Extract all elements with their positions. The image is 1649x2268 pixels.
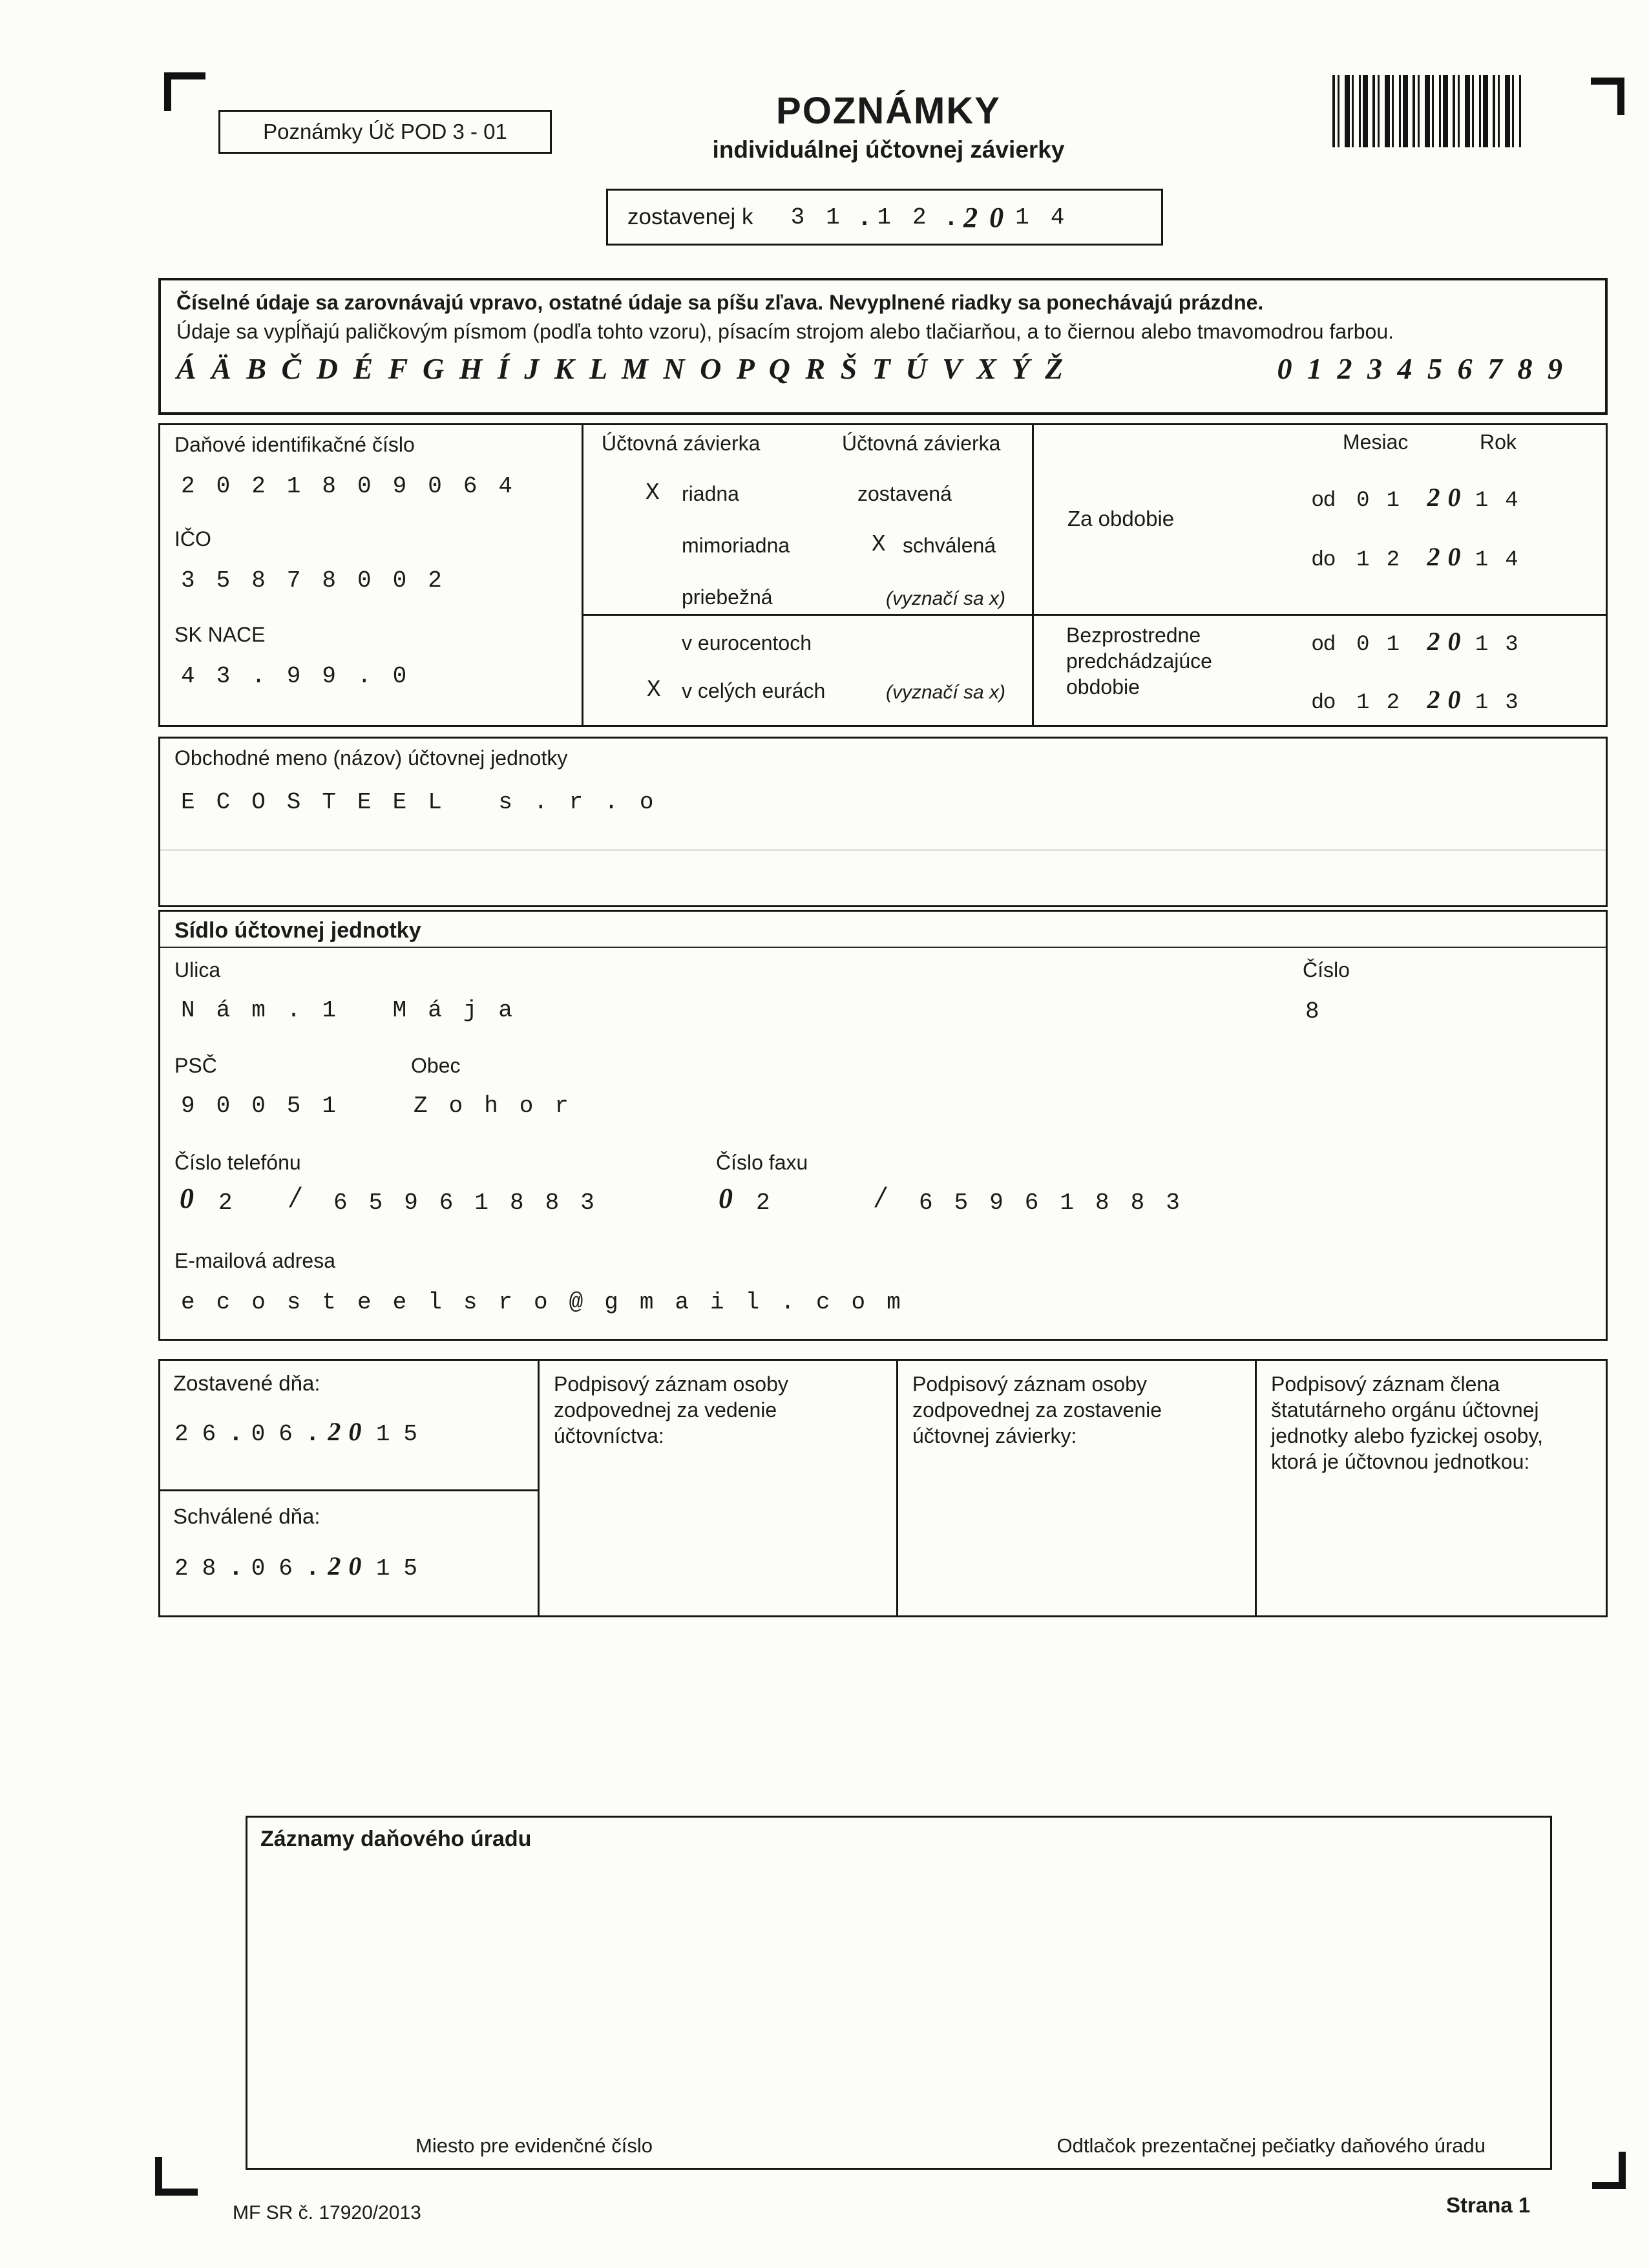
compiled-on-day-field[interactable]: 26 xyxy=(174,1421,230,1447)
barcode xyxy=(1332,75,1521,147)
do-label: do xyxy=(1312,546,1336,570)
compiled-year-value: 14 xyxy=(1015,204,1086,231)
dates-column xyxy=(160,1361,540,1615)
eurocent-label: v eurocentoch xyxy=(682,631,812,655)
riadna-label: riadna xyxy=(682,482,739,505)
current-od-month-field[interactable]: 01 xyxy=(1356,488,1416,513)
form-code-box xyxy=(218,110,552,154)
dot-separator: . xyxy=(232,1419,240,1446)
mimoriadna-label: mimoriadna xyxy=(682,534,790,557)
whole-euros-checkbox-mark[interactable]: X xyxy=(647,677,661,703)
signature-bookkeeping-cell: Podpisový záznam osoby zodpovednej za vedenie účtovníctva: xyxy=(540,1361,898,1615)
instructions-box xyxy=(158,278,1608,415)
dot-separator: . xyxy=(947,203,955,231)
registration-number-note: Miesto pre evidenčné číslo xyxy=(415,2134,653,2157)
current-period-section xyxy=(1034,425,1606,614)
compiled-on-month-field[interactable]: 06 xyxy=(251,1421,306,1447)
schvalena-label: schválená xyxy=(903,534,996,557)
compiled-on-year-field[interactable]: 15 xyxy=(375,1421,432,1447)
tax-office-header: Záznamy daňového úradu xyxy=(260,1827,532,1851)
zavierka-header-left: Účtovná závierka xyxy=(602,432,761,455)
signature-statements-cell: Podpisový záznam osoby zodpovednej za zostavenie účtovnej závierky: xyxy=(898,1361,1257,1615)
sknace-value-field[interactable]: 43.99.0 xyxy=(181,663,428,689)
zavierka-header-right: Účtovná závierka xyxy=(842,432,1001,455)
previous-od-month-field[interactable]: 01 xyxy=(1356,633,1416,657)
business-name-field[interactable]: ECOSTEEL s.r.o xyxy=(181,789,675,815)
instruction-line-2: Údaje sa vypĺňajú paličkovým písmom (podľa tohto vzoru), písacím strojom alebo tlačiarňou, a to čiernou alebo tmavomodrou farbou. xyxy=(176,320,1394,343)
ico-label: IČO xyxy=(174,527,211,551)
title-block xyxy=(582,89,1195,163)
form-code: Poznámky Úč POD 3 - 01 xyxy=(263,120,507,143)
schvalena-checkbox-mark[interactable]: X xyxy=(872,531,886,558)
page-subtitle: individuálnej účtovnej závierky xyxy=(712,136,1065,163)
psc-value-field[interactable]: 90051 xyxy=(181,1093,358,1119)
registered-office-header: Sídlo účtovnej jednotky xyxy=(174,918,421,943)
obec-label: Obec xyxy=(411,1054,461,1077)
currency-section xyxy=(583,616,1034,725)
approved-on-day-field[interactable]: 28 xyxy=(174,1555,230,1582)
identification-section xyxy=(160,425,583,725)
compiled-date-label: zostavenej k xyxy=(627,204,753,229)
phone-area-field[interactable]: 2 xyxy=(218,1190,254,1216)
current-period-label: Za obdobie xyxy=(1067,507,1175,530)
previous-period-to-row xyxy=(1312,684,1535,715)
dot-separator: . xyxy=(861,203,868,231)
approved-on-cell xyxy=(160,1491,538,1615)
presentation-stamp-note: Odtlačok prezentačnej pečiatky daňového úradu xyxy=(1056,2134,1486,2157)
signature-statutory-cell: Podpisový záznam člena štatutárneho orgánu účtovnej jednotky alebo fyzickej osoby, ktorá je účtovnou jednotkou: xyxy=(1271,1372,1543,1473)
ico-value-field[interactable]: 35878002 xyxy=(181,567,463,594)
compiled-month-value: 12 xyxy=(877,204,948,231)
registered-office-section xyxy=(158,910,1608,1341)
whole-euros-label: v celých eurách xyxy=(682,679,826,702)
sample-letters: Á Ä B Č D É F G H Í J K L M N O P Q R Š T Ú V X Ý Ž xyxy=(176,352,1067,385)
phone-preprinted-zero: 0 xyxy=(180,1182,205,1214)
sample-characters-row xyxy=(176,352,1590,386)
do-label: do xyxy=(1312,689,1336,713)
dot-separator: . xyxy=(309,1419,316,1446)
registration-mark-top-left xyxy=(164,72,205,111)
priebezna-label: priebežná xyxy=(682,585,773,609)
od-label: od xyxy=(1312,631,1336,655)
fax-slash-preprinted: / xyxy=(876,1180,897,1214)
tax-office-records-section xyxy=(246,1816,1552,2170)
compiled-on-cell xyxy=(160,1361,538,1491)
current-do-month-field[interactable]: 12 xyxy=(1356,548,1416,572)
email-value-field[interactable]: ecosteelsro@gmail.com xyxy=(181,1289,922,1316)
form-document-number: MF SR č. 17920/2013 xyxy=(233,2202,421,2223)
email-label: E-mailová adresa xyxy=(174,1249,335,1272)
previous-period-label: Bezprostredne predchádzajúce obdobie xyxy=(1066,624,1212,698)
page-number: Strana 1 xyxy=(1446,2193,1531,2217)
previous-do-year-field[interactable]: 13 xyxy=(1475,691,1535,715)
street-label: Ulica xyxy=(174,958,221,982)
approved-on-year-field[interactable]: 15 xyxy=(375,1555,432,1582)
header-divider-line xyxy=(160,947,1606,948)
od-label: od xyxy=(1312,487,1336,510)
sknace-label: SK NACE xyxy=(174,623,266,646)
current-period-from-row xyxy=(1312,482,1535,513)
approved-on-date-row xyxy=(174,1551,431,1582)
business-name-label: Obchodné meno (názov) účtovnej jednotky xyxy=(174,746,568,770)
compiled-on-label: Zostavené dňa: xyxy=(173,1371,320,1395)
zostavena-label: zostavená xyxy=(857,482,952,505)
dot-separator: . xyxy=(232,1553,240,1580)
phone-number-field[interactable]: 65961883 xyxy=(333,1190,616,1216)
dot-separator: . xyxy=(309,1553,316,1580)
page-title: POZNÁMKY xyxy=(776,90,1001,132)
current-do-century-preprinted: 20 xyxy=(1427,542,1469,571)
previous-do-century-preprinted: 20 xyxy=(1427,685,1469,714)
phone-slash-preprinted: / xyxy=(291,1180,311,1214)
fax-area-field[interactable]: 2 xyxy=(756,1190,792,1216)
street-number-label: Číslo xyxy=(1303,958,1350,982)
dic-value-field[interactable]: 2021809064 xyxy=(181,473,534,499)
previous-od-century-preprinted: 20 xyxy=(1427,627,1469,656)
dic-label: Daňové identifikačné číslo xyxy=(174,433,415,456)
approved-on-century-preprinted: 20 xyxy=(328,1551,370,1580)
current-od-year-field[interactable]: 14 xyxy=(1475,488,1535,513)
previous-period-from-row xyxy=(1312,626,1535,657)
previous-od-year-field[interactable]: 13 xyxy=(1475,633,1535,657)
street-number-field[interactable]: 8 xyxy=(1305,998,1341,1025)
compiled-on-century-preprinted: 20 xyxy=(328,1417,370,1446)
current-do-year-field[interactable]: 14 xyxy=(1475,548,1535,572)
fax-preprinted-zero: 0 xyxy=(719,1182,744,1214)
sample-digits: 0 1 2 3 4 5 6 7 8 9 xyxy=(1277,352,1566,385)
compiled-century-preprinted: 20 xyxy=(963,201,1016,233)
registration-mark-bottom-left xyxy=(155,2157,198,2196)
year-column-header: Rok xyxy=(1480,430,1517,454)
obec-value-field[interactable]: Zohor xyxy=(414,1093,591,1119)
fax-label: Číslo faxu xyxy=(716,1151,808,1174)
instruction-line-1: Číselné údaje sa zarovnávajú vpravo, ostatné údaje sa píšu zľava. Nevyplnené riadky sa ponechávajú prázdne. xyxy=(176,291,1264,314)
mark-with-x-note-bottom: (vyznačí sa x) xyxy=(886,682,1006,703)
street-value-field[interactable]: Nám.1 Mája xyxy=(181,997,534,1024)
month-column-header: Mesiac xyxy=(1343,430,1409,454)
compiled-day-value: 31 xyxy=(790,204,861,231)
signatures-section xyxy=(158,1359,1608,1617)
approved-on-label: Schválené dňa: xyxy=(173,1504,320,1528)
approved-on-month-field[interactable]: 06 xyxy=(251,1555,306,1582)
previous-do-month-field[interactable]: 12 xyxy=(1356,691,1416,715)
main-info-box xyxy=(158,423,1608,727)
compiled-date-box xyxy=(606,189,1163,246)
fax-number-field[interactable]: 65961883 xyxy=(919,1190,1201,1216)
mark-with-x-note-top: (vyznačí sa x) xyxy=(886,588,1006,609)
current-period-to-row xyxy=(1312,541,1535,572)
compiled-on-date-row xyxy=(174,1416,431,1447)
registration-mark-top-right xyxy=(1591,78,1624,115)
phone-label: Číslo telefónu xyxy=(174,1151,301,1174)
registration-mark-bottom-right xyxy=(1592,2152,1626,2189)
current-od-century-preprinted: 20 xyxy=(1427,483,1469,512)
psc-label: PSČ xyxy=(174,1054,217,1077)
main-right-group xyxy=(583,425,1606,725)
zavierka-type-section xyxy=(583,425,1034,614)
riadna-checkbox-mark[interactable]: X xyxy=(646,479,660,506)
business-name-section xyxy=(158,737,1608,907)
previous-period-section xyxy=(1034,616,1606,725)
